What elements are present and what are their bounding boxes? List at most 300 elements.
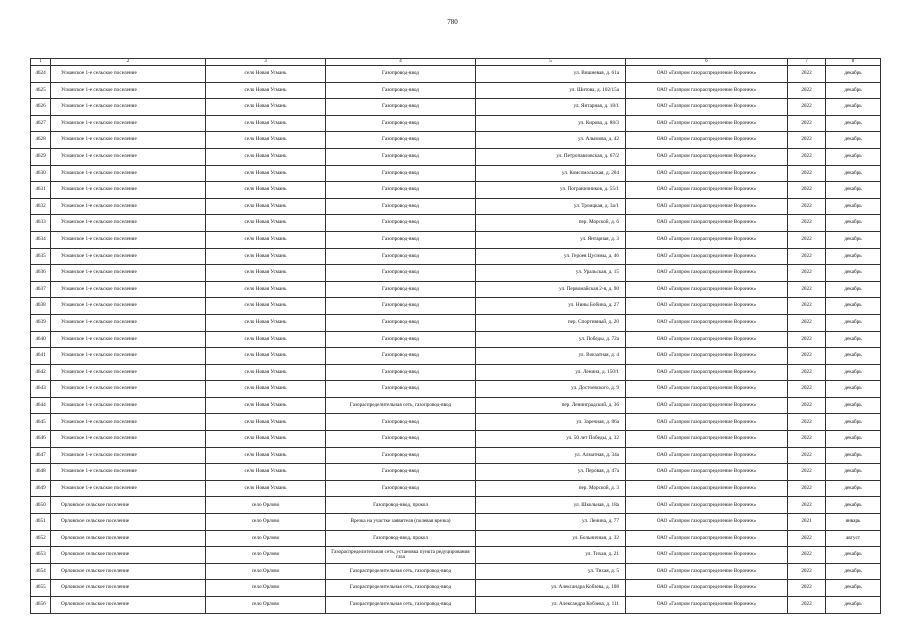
locality-name-cell: село Новая Усмань xyxy=(206,248,326,265)
column-number: 2 xyxy=(51,59,206,66)
address-cell: ул. 50 лет Победы, д. 32 xyxy=(476,431,626,448)
month-cell: декабрь xyxy=(826,597,881,614)
address-cell: пер. Морской, д. 3 xyxy=(476,480,626,497)
month-cell: декабрь xyxy=(826,547,881,564)
object-type-cell: Газопровод-ввод xyxy=(326,447,476,464)
locality-name-cell: село Новая Усмань xyxy=(206,215,326,232)
month-cell: декабрь xyxy=(826,381,881,398)
object-type-cell: Газопровод-ввод xyxy=(326,314,476,331)
locality-name-cell: село Новая Усмань xyxy=(206,132,326,149)
object-type-cell: Газопровод-ввод xyxy=(326,115,476,132)
object-type-cell: Газопровод-ввод xyxy=(326,66,476,83)
gas-operator-cell: ОАО «Газпром газораспределение Воронеж» xyxy=(626,563,788,580)
object-type-cell: Газопровод-ввод xyxy=(326,414,476,431)
column-number: 6 xyxy=(626,59,788,66)
year-cell: 2022 xyxy=(788,480,826,497)
year-cell: 2022 xyxy=(788,82,826,99)
table-row xyxy=(31,148,881,165)
row-number-cell: 4626 xyxy=(31,99,51,116)
gas-operator-cell: ОАО «Газпром газораспределение Воронеж» xyxy=(626,447,788,464)
year-cell: 2022 xyxy=(788,298,826,315)
table-row xyxy=(31,298,881,315)
table-row xyxy=(31,464,881,481)
object-type-cell: Газопровод-ввод, прокол xyxy=(326,530,476,547)
object-type-cell: Газораспределительная сеть, газопровод-ввод xyxy=(326,563,476,580)
locality-name-cell: село Орлово xyxy=(206,497,326,514)
gas-operator-cell: ОАО «Газпром газораспределение Воронеж» xyxy=(626,580,788,597)
table-row xyxy=(31,414,881,431)
address-cell: ул. Героев Цусимы, д. 46 xyxy=(476,248,626,265)
table-row xyxy=(31,381,881,398)
table-row xyxy=(31,597,881,614)
year-cell: 2022 xyxy=(788,281,826,298)
locality-name-cell: село Новая Усмань xyxy=(206,331,326,348)
locality-name-cell: село Новая Усмань xyxy=(206,281,326,298)
locality-name-cell: село Новая Усмань xyxy=(206,198,326,215)
settlement-name-cell: Усманское 1-е сельское поселение xyxy=(51,148,206,165)
settlement-name-cell: Усманское 1-е сельское поселение xyxy=(51,298,206,315)
table-row xyxy=(31,348,881,365)
settlement-name-cell: Усманское 1-е сельское поселение xyxy=(51,397,206,414)
address-cell: ул. Вокзатная, д. 4 xyxy=(476,348,626,365)
table-row xyxy=(31,431,881,448)
settlement-name-cell: Усманское 1-е сельское поселение xyxy=(51,215,206,232)
settlement-name-cell: Усманское 1-е сельское поселение xyxy=(51,364,206,381)
address-cell: ул. Достоевского, д. 9 xyxy=(476,381,626,398)
year-cell: 2022 xyxy=(788,314,826,331)
locality-name-cell: село Новая Усмань xyxy=(206,231,326,248)
year-cell: 2022 xyxy=(788,99,826,116)
object-type-cell: Газопровод-ввод xyxy=(326,248,476,265)
row-number-cell: 4651 xyxy=(31,514,51,531)
gas-operator-cell: ОАО «Газпром газораспределение Воронеж» xyxy=(626,115,788,132)
month-cell: декабрь xyxy=(826,115,881,132)
month-cell: декабрь xyxy=(826,281,881,298)
address-cell: пер. Ленинградский, д. 36 xyxy=(476,397,626,414)
year-cell: 2022 xyxy=(788,165,826,182)
gas-operator-cell: ОАО «Газпром газораспределение Воронеж» xyxy=(626,381,788,398)
address-cell: ул. Александра Кобзева, д. 108 xyxy=(476,580,626,597)
locality-name-cell: село Новая Усмань xyxy=(206,397,326,414)
table-row xyxy=(31,397,881,414)
month-cell: декабрь xyxy=(826,497,881,514)
row-number-cell: 4638 xyxy=(31,298,51,315)
year-cell: 2022 xyxy=(788,231,826,248)
address-cell: ул. Петропавловская, д. 67/2 xyxy=(476,148,626,165)
year-cell: 2022 xyxy=(788,148,826,165)
row-number-cell: 4630 xyxy=(31,165,51,182)
object-type-cell: Газопровод-ввод xyxy=(326,298,476,315)
table-row xyxy=(31,265,881,282)
object-type-cell: Газопровод-ввод xyxy=(326,265,476,282)
gas-operator-cell: ОАО «Газпром газораспределение Воронеж» xyxy=(626,182,788,199)
settlement-name-cell: Усманское 1-е сельское поселение xyxy=(51,248,206,265)
row-number-cell: 4634 xyxy=(31,231,51,248)
table-row xyxy=(31,215,881,232)
year-cell: 2022 xyxy=(788,182,826,199)
table-row xyxy=(31,198,881,215)
address-cell: ул. Перовая, д. 47а xyxy=(476,464,626,481)
month-cell: декабрь xyxy=(826,132,881,149)
table-row xyxy=(31,281,881,298)
address-cell: ул. Больничная, д. 32 xyxy=(476,530,626,547)
gas-operator-cell: ОАО «Газпром газораспределение Воронеж» xyxy=(626,530,788,547)
settlement-name-cell: Орловское сельское поселение xyxy=(51,580,206,597)
settlement-name-cell: Усманское 1-е сельское поселение xyxy=(51,414,206,431)
address-cell: ул. Ленина, д. 150/1 xyxy=(476,364,626,381)
locality-name-cell: село Новая Усмань xyxy=(206,447,326,464)
month-cell: январь xyxy=(826,514,881,531)
gasification-table xyxy=(30,58,881,614)
object-type-cell: Газопровод-ввод xyxy=(326,198,476,215)
settlement-name-cell: Усманское 1-е сельское поселение xyxy=(51,198,206,215)
object-type-cell: Газопровод-ввод xyxy=(326,364,476,381)
month-cell: декабрь xyxy=(826,99,881,116)
settlement-name-cell: Орловское сельское поселение xyxy=(51,497,206,514)
address-cell: ул. Алымова, д. 42 xyxy=(476,132,626,149)
table-row xyxy=(31,66,881,83)
gas-operator-cell: ОАО «Газпром газораспределение Воронеж» xyxy=(626,314,788,331)
gas-operator-cell: ОАО «Газпром газораспределение Воронеж» xyxy=(626,99,788,116)
settlement-name-cell: Усманское 1-е сельское поселение xyxy=(51,348,206,365)
year-cell: 2022 xyxy=(788,597,826,614)
table-row xyxy=(31,331,881,348)
month-cell: декабрь xyxy=(826,66,881,83)
year-cell: 2022 xyxy=(788,497,826,514)
table-row xyxy=(31,182,881,199)
gas-operator-cell: ОАО «Газпром газораспределение Воронеж» xyxy=(626,514,788,531)
object-type-cell: Газораспределительная сеть, газопровод-ввод xyxy=(326,580,476,597)
month-cell: декабрь xyxy=(826,364,881,381)
settlement-name-cell: Усманское 1-е сельское поселение xyxy=(51,480,206,497)
year-cell: 2022 xyxy=(788,397,826,414)
table-row xyxy=(31,115,881,132)
settlement-name-cell: Усманское 1-е сельское поселение xyxy=(51,331,206,348)
locality-name-cell: село Новая Усмань xyxy=(206,314,326,331)
year-cell: 2022 xyxy=(788,580,826,597)
month-cell: декабрь xyxy=(826,348,881,365)
row-number-cell: 4640 xyxy=(31,331,51,348)
month-cell: декабрь xyxy=(826,148,881,165)
row-number-cell: 4643 xyxy=(31,381,51,398)
locality-name-cell: село Новая Усмань xyxy=(206,431,326,448)
table-row xyxy=(31,447,881,464)
gas-operator-cell: ОАО «Газпром газораспределение Воронеж» xyxy=(626,497,788,514)
gas-operator-cell: ОАО «Газпром газораспределение Воронеж» xyxy=(626,348,788,365)
year-cell: 2022 xyxy=(788,66,826,83)
settlement-name-cell: Усманское 1-е сельское поселение xyxy=(51,132,206,149)
object-type-cell: Газопровод-ввод xyxy=(326,480,476,497)
object-type-cell: Газопровод-ввод xyxy=(326,215,476,232)
settlement-name-cell: Усманское 1-е сельское поселение xyxy=(51,165,206,182)
row-number-cell: 4646 xyxy=(31,431,51,448)
table-row xyxy=(31,580,881,597)
gas-operator-cell: ОАО «Газпром газораспределение Воронеж» xyxy=(626,165,788,182)
row-number-cell: 4635 xyxy=(31,248,51,265)
month-cell: декабрь xyxy=(826,431,881,448)
row-number-cell: 4654 xyxy=(31,563,51,580)
row-number-cell: 4647 xyxy=(31,447,51,464)
object-type-cell: Врезка на участке заявителя (полевая врезка) xyxy=(326,514,476,531)
locality-name-cell: село Новая Усмань xyxy=(206,348,326,365)
year-cell: 2022 xyxy=(788,115,826,132)
row-number-cell: 4632 xyxy=(31,198,51,215)
address-cell: ул. Алматная, д. 34а xyxy=(476,447,626,464)
table-row xyxy=(31,165,881,182)
month-cell: декабрь xyxy=(826,464,881,481)
row-number-cell: 4655 xyxy=(31,580,51,597)
settlement-name-cell: Усманское 1-е сельское поселение xyxy=(51,115,206,132)
locality-name-cell: село Новая Усмань xyxy=(206,364,326,381)
object-type-cell: Газопровод-ввод xyxy=(326,381,476,398)
settlement-name-cell: Орловское сельское поселение xyxy=(51,547,206,564)
month-cell: декабрь xyxy=(826,215,881,232)
locality-name-cell: село Орлово xyxy=(206,580,326,597)
address-cell: ул. Первомайская 2-я, д. 90 xyxy=(476,281,626,298)
year-cell: 2022 xyxy=(788,132,826,149)
table-row xyxy=(31,497,881,514)
row-number-cell: 4639 xyxy=(31,314,51,331)
column-number: 4 xyxy=(326,59,476,66)
year-cell: 2022 xyxy=(788,364,826,381)
month-cell: декабрь xyxy=(826,231,881,248)
gas-operator-cell: ОАО «Газпром газораспределение Воронеж» xyxy=(626,464,788,481)
address-cell: ул. Ленина, д. 77 xyxy=(476,514,626,531)
gas-operator-cell: ОАО «Газпром газораспределение Воронеж» xyxy=(626,298,788,315)
locality-name-cell: село Орлово xyxy=(206,597,326,614)
month-cell: декабрь xyxy=(826,580,881,597)
row-number-cell: 4627 xyxy=(31,115,51,132)
object-type-cell: Газораспределительная сеть, газопровод-ввод xyxy=(326,397,476,414)
settlement-name-cell: Усманское 1-е сельское поселение xyxy=(51,464,206,481)
row-number-cell: 4656 xyxy=(31,597,51,614)
year-cell: 2022 xyxy=(788,414,826,431)
object-type-cell: Газопровод-ввод xyxy=(326,165,476,182)
settlement-name-cell: Орловское сельское поселение xyxy=(51,597,206,614)
month-cell: декабрь xyxy=(826,480,881,497)
year-cell: 2022 xyxy=(788,431,826,448)
settlement-name-cell: Усманское 1-е сельское поселение xyxy=(51,82,206,99)
object-type-cell: Газораспределительная сеть, газопровод-ввод xyxy=(326,597,476,614)
gas-operator-cell: ОАО «Газпром газораспределение Воронеж» xyxy=(626,281,788,298)
settlement-name-cell: Усманское 1-е сельское поселение xyxy=(51,281,206,298)
object-type-cell: Газопровод-ввод xyxy=(326,331,476,348)
address-cell: ул. Александра Кобзева, д. 111 xyxy=(476,597,626,614)
month-cell: декабрь xyxy=(826,265,881,282)
row-number-cell: 4636 xyxy=(31,265,51,282)
row-number-cell: 4625 xyxy=(31,82,51,99)
locality-name-cell: село Орлово xyxy=(206,547,326,564)
settlement-name-cell: Усманское 1-е сельское поселение xyxy=(51,231,206,248)
object-type-cell: Газораспределительная сеть, установка пункта редуцирования газа xyxy=(326,547,476,564)
locality-name-cell: село Орлово xyxy=(206,563,326,580)
gasification-table-container xyxy=(30,58,880,614)
table-row xyxy=(31,547,881,564)
gas-operator-cell: ОАО «Газпром газораспределение Воронеж» xyxy=(626,132,788,149)
address-cell: ул. Тихая, д. 5 xyxy=(476,563,626,580)
table-row xyxy=(31,563,881,580)
address-cell: ул. Заречная, д. 86а xyxy=(476,414,626,431)
month-cell: декабрь xyxy=(826,248,881,265)
table-row xyxy=(31,231,881,248)
object-type-cell: Газопровод-ввод xyxy=(326,431,476,448)
row-number-cell: 4642 xyxy=(31,364,51,381)
month-cell: декабрь xyxy=(826,447,881,464)
year-cell: 2022 xyxy=(788,331,826,348)
table-row xyxy=(31,514,881,531)
gas-operator-cell: ОАО «Газпром газораспределение Воронеж» xyxy=(626,265,788,282)
object-type-cell: Газопровод-ввод xyxy=(326,348,476,365)
column-number: 1 xyxy=(31,59,51,66)
row-number-cell: 4631 xyxy=(31,182,51,199)
locality-name-cell: село Орлово xyxy=(206,514,326,531)
address-cell: ул. Кирова, д. 88/3 xyxy=(476,115,626,132)
gas-operator-cell: ОАО «Газпром газораспределение Воронеж» xyxy=(626,248,788,265)
locality-name-cell: село Новая Усмань xyxy=(206,99,326,116)
gas-operator-cell: ОАО «Газпром газораспределение Воронеж» xyxy=(626,331,788,348)
gas-operator-cell: ОАО «Газпром газораспределение Воронеж» xyxy=(626,364,788,381)
gas-operator-cell: ОАО «Газпром газораспределение Воронеж» xyxy=(626,215,788,232)
table-row xyxy=(31,132,881,149)
settlement-name-cell: Усманское 1-е сельское поселение xyxy=(51,265,206,282)
month-cell: август xyxy=(826,530,881,547)
year-cell: 2022 xyxy=(788,265,826,282)
locality-name-cell: село Новая Усмань xyxy=(206,381,326,398)
gas-operator-cell: ОАО «Газпром газораспределение Воронеж» xyxy=(626,397,788,414)
settlement-name-cell: Усманское 1-е сельское поселение xyxy=(51,99,206,116)
row-number-cell: 4629 xyxy=(31,148,51,165)
gas-operator-cell: ОАО «Газпром газораспределение Воронеж» xyxy=(626,414,788,431)
gas-operator-cell: ОАО «Газпром газораспределение Воронеж» xyxy=(626,597,788,614)
row-number-cell: 4628 xyxy=(31,132,51,149)
address-cell: ул. Победы, д. 72а xyxy=(476,331,626,348)
year-cell: 2022 xyxy=(788,348,826,365)
table-row xyxy=(31,364,881,381)
settlement-name-cell: Орловское сельское поселение xyxy=(51,530,206,547)
gas-operator-cell: ОАО «Газпром газораспределение Воронеж» xyxy=(626,148,788,165)
object-type-cell: Газопровод-ввод xyxy=(326,99,476,116)
locality-name-cell: село Новая Усмань xyxy=(206,464,326,481)
month-cell: декабрь xyxy=(826,82,881,99)
year-cell: 2022 xyxy=(788,198,826,215)
locality-name-cell: село Новая Усмань xyxy=(206,298,326,315)
settlement-name-cell: Усманское 1-е сельское поселение xyxy=(51,182,206,199)
gas-operator-cell: ОАО «Газпром газораспределение Воронеж» xyxy=(626,82,788,99)
address-cell: ул. Янтарная, д. 18/1 xyxy=(476,99,626,116)
row-number-cell: 4637 xyxy=(31,281,51,298)
object-type-cell: Газопровод-ввод, прокол xyxy=(326,497,476,514)
column-number: 7 xyxy=(788,59,826,66)
month-cell: декабрь xyxy=(826,314,881,331)
gas-operator-cell: ОАО «Газпром газораспределение Воронеж» xyxy=(626,66,788,83)
month-cell: декабрь xyxy=(826,182,881,199)
month-cell: декабрь xyxy=(826,298,881,315)
year-cell: 2022 xyxy=(788,563,826,580)
year-cell: 2022 xyxy=(788,381,826,398)
locality-name-cell: село Новая Усмань xyxy=(206,115,326,132)
page-number: 780 xyxy=(447,18,458,26)
address-cell: ул. Тихая, д. 21 xyxy=(476,547,626,564)
address-cell: ул. Уральская, д. 15 xyxy=(476,265,626,282)
locality-name-cell: село Орлово xyxy=(206,530,326,547)
row-number-cell: 4649 xyxy=(31,480,51,497)
table-row xyxy=(31,530,881,547)
column-number: 5 xyxy=(476,59,626,66)
settlement-name-cell: Усманское 1-е сельское поселение xyxy=(51,66,206,83)
settlement-name-cell: Орловское сельское поселение xyxy=(51,514,206,531)
address-cell: ул. Школьная, д. 18а xyxy=(476,497,626,514)
row-number-cell: 4644 xyxy=(31,397,51,414)
address-cell: ул. Янтарная, д. 3 xyxy=(476,231,626,248)
year-cell: 2022 xyxy=(788,215,826,232)
locality-name-cell: село Новая Усмань xyxy=(206,148,326,165)
object-type-cell: Газопровод-ввод xyxy=(326,231,476,248)
year-cell: 2022 xyxy=(788,248,826,265)
locality-name-cell: село Новая Усмань xyxy=(206,165,326,182)
row-number-cell: 4645 xyxy=(31,414,51,431)
gas-operator-cell: ОАО «Газпром газораспределение Воронеж» xyxy=(626,547,788,564)
month-cell: декабрь xyxy=(826,198,881,215)
settlement-name-cell: Усманское 1-е сельское поселение xyxy=(51,381,206,398)
gas-operator-cell: ОАО «Газпром газораспределение Воронеж» xyxy=(626,431,788,448)
table-row xyxy=(31,480,881,497)
address-cell: ул. Шитова, д. 102/15а xyxy=(476,82,626,99)
row-number-cell: 4641 xyxy=(31,348,51,365)
locality-name-cell: село Новая Усмань xyxy=(206,265,326,282)
year-cell: 2021 xyxy=(788,514,826,531)
gas-operator-cell: ОАО «Газпром газораспределение Воронеж» xyxy=(626,231,788,248)
address-cell: ул. Пограничников, д. 55/1 xyxy=(476,182,626,199)
gas-operator-cell: ОАО «Газпром газораспределение Воронеж» xyxy=(626,480,788,497)
year-cell: 2022 xyxy=(788,447,826,464)
locality-name-cell: село Новая Усмань xyxy=(206,414,326,431)
address-cell: ул. Вишневая, д. 61а xyxy=(476,66,626,83)
row-number-cell: 4624 xyxy=(31,66,51,83)
locality-name-cell: село Новая Усмань xyxy=(206,182,326,199)
object-type-cell: Газопровод-ввод xyxy=(326,464,476,481)
locality-name-cell: село Новая Усмань xyxy=(206,480,326,497)
month-cell: декабрь xyxy=(826,331,881,348)
object-type-cell: Газопровод-ввод xyxy=(326,82,476,99)
locality-name-cell: село Новая Усмань xyxy=(206,82,326,99)
month-cell: декабрь xyxy=(826,563,881,580)
object-type-cell: Газопровод-ввод xyxy=(326,182,476,199)
object-type-cell: Газопровод-ввод xyxy=(326,281,476,298)
table-row xyxy=(31,314,881,331)
settlement-name-cell: Усманское 1-е сельское поселение xyxy=(51,447,206,464)
address-cell: пер. Морской, д. 6 xyxy=(476,215,626,232)
row-number-cell: 4648 xyxy=(31,464,51,481)
object-type-cell: Газопровод-ввод xyxy=(326,132,476,149)
locality-name-cell: село Новая Усмань xyxy=(206,66,326,83)
address-cell: ул. Нины Бобина, д. 27 xyxy=(476,298,626,315)
address-cell: ул. Троицкая, д. 3а/1 xyxy=(476,198,626,215)
column-number: 3 xyxy=(206,59,326,66)
column-number: 8 xyxy=(826,59,881,66)
month-cell: декабрь xyxy=(826,165,881,182)
year-cell: 2022 xyxy=(788,464,826,481)
settlement-name-cell: Орловское сельское поселение xyxy=(51,563,206,580)
gas-operator-cell: ОАО «Газпром газораспределение Воронеж» xyxy=(626,198,788,215)
settlement-name-cell: Усманское 1-е сельское поселение xyxy=(51,314,206,331)
table-row xyxy=(31,82,881,99)
year-cell: 2022 xyxy=(788,530,826,547)
row-number-cell: 4652 xyxy=(31,530,51,547)
object-type-cell: Газопровод-ввод xyxy=(326,148,476,165)
address-cell: ул. Комсомольская, д. 204 xyxy=(476,165,626,182)
row-number-cell: 4633 xyxy=(31,215,51,232)
month-cell: декабрь xyxy=(826,397,881,414)
